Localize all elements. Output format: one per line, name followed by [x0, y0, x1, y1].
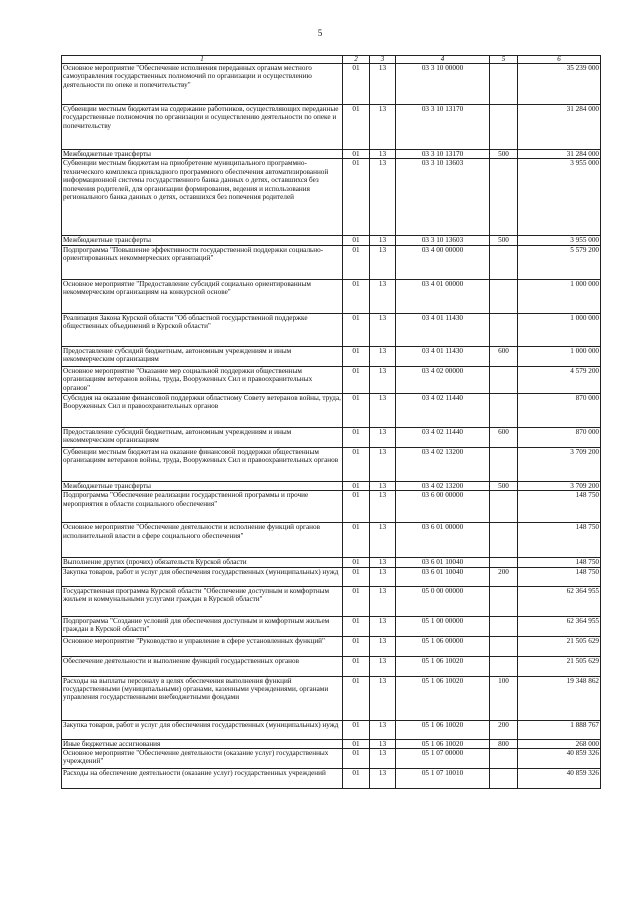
row-expense-type: [490, 366, 518, 393]
row-target-article: 03 4 02 00000: [396, 366, 490, 393]
row-target-article: 03 3 10 13603: [396, 159, 490, 236]
row-section: 01: [343, 279, 370, 313]
row-amount: 148 750: [518, 491, 601, 523]
row-section: 01: [343, 586, 370, 616]
row-section: 01: [343, 769, 370, 789]
header-row: [62, 56, 601, 64]
row-name: Основное мероприятие "Руководство и управление в сфере установленных функций": [62, 636, 343, 656]
row-amount: 148 750: [518, 558, 601, 567]
row-name: Выполнение других (прочих) обязательств Курской области: [62, 558, 343, 567]
row-subsection: 13: [370, 150, 396, 159]
row-subsection: 13: [370, 64, 396, 105]
row-section: 01: [343, 346, 370, 366]
table-row: [62, 636, 601, 656]
row-name: Основное мероприятие "Оказание мер социальной поддержки общественным организациям ветеранов войны, труда, Вооруженных Сил и правоохранительных органов": [62, 366, 343, 393]
row-name: Основное мероприятие "Предоставление субсидий социально ориентированным некоммерческим организациям на конкурсной основе": [62, 279, 343, 313]
table-row: [62, 245, 601, 279]
row-expense-type: 200: [490, 567, 518, 586]
row-subsection: 13: [370, 523, 396, 558]
header-col-5: 5: [490, 56, 518, 64]
row-expense-type: [490, 749, 518, 769]
row-target-article: 03 6 01 10040: [396, 567, 490, 586]
row-name: Расходы на обеспечение деятельности (оказание услуг) государственных учреждений: [62, 769, 343, 789]
row-section: 01: [343, 427, 370, 447]
row-target-article: 03 4 02 11440: [396, 427, 490, 447]
row-name: Межбюджетные трансферты: [62, 236, 343, 245]
row-target-article: 05 1 00 00000: [396, 616, 490, 636]
row-amount: 21 505 629: [518, 636, 601, 656]
table-row: [62, 481, 601, 490]
row-target-article: 05 0 00 00000: [396, 586, 490, 616]
row-subsection: 13: [370, 366, 396, 393]
row-target-article: 03 6 00 00000: [396, 491, 490, 523]
row-subsection: 13: [370, 279, 396, 313]
row-subsection: 13: [370, 427, 396, 447]
row-target-article: 05 1 07 00000: [396, 749, 490, 769]
row-amount: 268 000: [518, 739, 601, 748]
row-expense-type: [490, 159, 518, 236]
row-target-article: 03 4 01 11430: [396, 313, 490, 346]
row-name: Расходы на выплаты персоналу в целях обеспечения выполнения функций государственными (муниципальными) органами, казенными учреждениями, органами управления государственными внебюджетными фондами: [62, 676, 343, 720]
row-expense-type: [490, 393, 518, 427]
row-expense-type: [490, 64, 518, 105]
row-amount: 148 750: [518, 567, 601, 586]
row-name: Закупка товаров, работ и услуг для обеспечения государственных (муниципальных) нужд: [62, 720, 343, 739]
row-subsection: 13: [370, 346, 396, 366]
row-amount: 62 364 955: [518, 586, 601, 616]
row-amount: 21 505 629: [518, 656, 601, 676]
row-expense-type: [490, 523, 518, 558]
row-target-article: 03 4 02 13200: [396, 447, 490, 481]
row-expense-type: [490, 447, 518, 481]
row-amount: 3 709 200: [518, 447, 601, 481]
row-expense-type: 200: [490, 720, 518, 739]
row-expense-type: [490, 636, 518, 656]
row-expense-type: 500: [490, 236, 518, 245]
header-col-1: 1: [62, 56, 343, 64]
row-amount: 148 750: [518, 523, 601, 558]
row-target-article: 03 4 00 00000: [396, 245, 490, 279]
table-row: [62, 313, 601, 346]
row-subsection: 13: [370, 447, 396, 481]
table-row: [62, 491, 601, 523]
row-section: 01: [343, 720, 370, 739]
row-section: 01: [343, 313, 370, 346]
row-name: Межбюджетные трансферты: [62, 150, 343, 159]
table-row: [62, 676, 601, 720]
row-name: Основное мероприятие "Обеспечение деятельности (оказание услуг) государственных учреждений": [62, 749, 343, 769]
page-number: 5: [317, 28, 323, 38]
row-target-article: 03 4 02 11440: [396, 393, 490, 427]
table-row: [62, 749, 601, 769]
row-target-article: 05 1 06 10020: [396, 720, 490, 739]
row-target-article: 03 4 02 13200: [396, 481, 490, 490]
row-amount: 870 000: [518, 427, 601, 447]
row-name: Субвенции местным бюджетам на содержание работников, осуществляющих переданные государственные полномочия по организации и осуществлению деятельности по опеке и попечительству: [62, 105, 343, 150]
row-subsection: 13: [370, 393, 396, 427]
row-section: 01: [343, 481, 370, 490]
table-row: [62, 769, 601, 789]
row-name: Иные бюджетные ассигнования: [62, 739, 343, 748]
row-name: Субвенции местным бюджетам на приобретение муниципального программно-технического комплекса прикладного программного обеспечения автоматизированной информационной системы государственного банка данных о детях, оставшихся без попечения родителей, для организации формирования, ведения и использования регионального банка данных о детях, оставшихся без попечения родителей: [62, 159, 343, 236]
row-expense-type: [490, 558, 518, 567]
table-row: [62, 236, 601, 245]
row-section: 01: [343, 739, 370, 748]
row-name: Предоставление субсидий бюджетным, автономным учреждениям и иным некоммерческим организациям: [62, 427, 343, 447]
row-amount: 31 284 000: [518, 105, 601, 150]
row-name: Субсидия на оказание финансовой поддержки областному Совету ветеранов войны, труда, Вооруженных Сил и правоохранительных органов: [62, 393, 343, 427]
row-name: Реализация Закона Курской области "Об областной государственной поддержке общественных объединений в Курской области": [62, 313, 343, 346]
row-expense-type: [490, 769, 518, 789]
row-section: 01: [343, 159, 370, 236]
table-row: [62, 567, 601, 586]
row-subsection: 13: [370, 739, 396, 748]
row-section: 01: [343, 245, 370, 279]
row-target-article: 05 1 06 10020: [396, 676, 490, 720]
row-amount: 3 955 000: [518, 236, 601, 245]
row-amount: 3 709 200: [518, 481, 601, 490]
row-subsection: 13: [370, 676, 396, 720]
row-section: 01: [343, 105, 370, 150]
row-section: 01: [343, 676, 370, 720]
row-target-article: 03 6 01 00000: [396, 523, 490, 558]
table-row: [62, 586, 601, 616]
row-section: 01: [343, 636, 370, 656]
row-subsection: 13: [370, 481, 396, 490]
row-expense-type: 500: [490, 150, 518, 159]
table-row: [62, 346, 601, 366]
row-target-article: 03 4 01 11430: [396, 346, 490, 366]
row-expense-type: [490, 586, 518, 616]
row-amount: 5 579 200: [518, 245, 601, 279]
table-row: [62, 159, 601, 236]
row-name: Закупка товаров, работ и услуг для обеспечения государственных (муниципальных) нужд: [62, 567, 343, 586]
table-row: [62, 150, 601, 159]
row-subsection: 13: [370, 749, 396, 769]
row-subsection: 13: [370, 105, 396, 150]
row-section: 01: [343, 366, 370, 393]
budget-table: [61, 55, 601, 789]
row-subsection: 13: [370, 558, 396, 567]
row-subsection: 13: [370, 656, 396, 676]
row-section: 01: [343, 749, 370, 769]
row-expense-type: 500: [490, 481, 518, 490]
table-row: [62, 739, 601, 748]
row-target-article: 03 3 10 00000: [396, 64, 490, 105]
row-section: 01: [343, 523, 370, 558]
row-amount: 35 239 000: [518, 64, 601, 105]
row-subsection: 13: [370, 567, 396, 586]
row-expense-type: [490, 105, 518, 150]
row-expense-type: 600: [490, 346, 518, 366]
table-row: [62, 523, 601, 558]
row-section: 01: [343, 558, 370, 567]
table-row: [62, 105, 601, 150]
row-amount: 31 284 000: [518, 150, 601, 159]
table-row: [62, 366, 601, 393]
row-section: 01: [343, 656, 370, 676]
row-amount: 1 888 767: [518, 720, 601, 739]
row-section: 01: [343, 447, 370, 481]
row-name: Обеспечение деятельности и выполнение функций государственных органов: [62, 656, 343, 676]
row-target-article: 03 6 01 10040: [396, 558, 490, 567]
row-target-article: 05 1 06 00000: [396, 636, 490, 656]
row-section: 01: [343, 491, 370, 523]
table-row: [62, 393, 601, 427]
row-target-article: 05 1 06 10020: [396, 739, 490, 748]
row-expense-type: 800: [490, 739, 518, 748]
row-section: 01: [343, 616, 370, 636]
row-subsection: 13: [370, 769, 396, 789]
table-row: [62, 447, 601, 481]
row-subsection: 13: [370, 159, 396, 236]
row-section: 01: [343, 150, 370, 159]
row-section: 01: [343, 64, 370, 105]
row-target-article: 05 1 07 10010: [396, 769, 490, 789]
row-subsection: 13: [370, 720, 396, 739]
header-col-6: 6: [518, 56, 601, 64]
row-subsection: 13: [370, 236, 396, 245]
row-amount: 40 859 326: [518, 769, 601, 789]
header-col-4: 4: [396, 56, 490, 64]
row-expense-type: [490, 616, 518, 636]
row-amount: 19 348 862: [518, 676, 601, 720]
row-section: 01: [343, 236, 370, 245]
row-section: 01: [343, 567, 370, 586]
row-expense-type: 600: [490, 427, 518, 447]
row-amount: 1 000 000: [518, 279, 601, 313]
row-name: Субвенции местным бюджетам на оказание финансовой поддержки общественным организациям ветеранов войны, труда, Вооруженных Сил и правоохранительных органов: [62, 447, 343, 481]
row-target-article: 03 3 10 13603: [396, 236, 490, 245]
row-subsection: 13: [370, 586, 396, 616]
row-name: Государственная программа Курской области "Обеспечение доступным и комфортным жильем и коммунальными услугами граждан в Курской области": [62, 586, 343, 616]
row-target-article: 05 1 06 10020: [396, 656, 490, 676]
header-col-2: 2: [343, 56, 370, 64]
table-row: [62, 64, 601, 105]
row-subsection: 13: [370, 616, 396, 636]
table-row: [62, 427, 601, 447]
table-row: [62, 616, 601, 636]
table-row: [62, 720, 601, 739]
table-row: [62, 558, 601, 567]
row-amount: 4 579 200: [518, 366, 601, 393]
row-name: Межбюджетные трансферты: [62, 481, 343, 490]
row-subsection: 13: [370, 491, 396, 523]
row-expense-type: [490, 491, 518, 523]
table-body: [62, 64, 601, 789]
row-name: Основное мероприятие "Обеспечение исполнения переданных органам местного самоуправления государственных полномочий по организации и осуществлению деятельности по опеке и попечительству": [62, 64, 343, 105]
row-target-article: 03 3 10 13170: [396, 105, 490, 150]
row-expense-type: [490, 279, 518, 313]
table-row: [62, 656, 601, 676]
row-expense-type: 100: [490, 676, 518, 720]
row-amount: 40 859 326: [518, 749, 601, 769]
row-expense-type: [490, 313, 518, 346]
row-expense-type: [490, 656, 518, 676]
row-section: 01: [343, 393, 370, 427]
row-subsection: 13: [370, 636, 396, 656]
row-name: Подпрограмма "Повышение эффективности государственной поддержки социально-ориентированных некоммерческих организаций": [62, 245, 343, 279]
header-col-3: 3: [370, 56, 396, 64]
row-target-article: 03 3 10 13170: [396, 150, 490, 159]
table-row: [62, 279, 601, 313]
row-target-article: 03 4 01 00000: [396, 279, 490, 313]
row-amount: 3 955 000: [518, 159, 601, 236]
row-subsection: 13: [370, 313, 396, 346]
row-amount: 62 364 955: [518, 616, 601, 636]
row-name: Подпрограмма "Создание условий для обеспечения доступным и комфортным жильем граждан в Курской области": [62, 616, 343, 636]
row-name: Основное мероприятие "Обеспечение деятельности и исполнение функций органов исполнительной власти в сфере социального обеспечения": [62, 523, 343, 558]
row-name: Предоставление субсидий бюджетным, автономным учреждениям и иным некоммерческим организациям: [62, 346, 343, 366]
row-amount: 870 000: [518, 393, 601, 427]
row-expense-type: [490, 245, 518, 279]
row-amount: 1 000 000: [518, 313, 601, 346]
row-subsection: 13: [370, 245, 396, 279]
row-amount: 1 000 000: [518, 346, 601, 366]
row-name: Подпрограмма "Обеспечение реализации государственной программы и прочие мероприятия в области социального обеспечения": [62, 491, 343, 523]
